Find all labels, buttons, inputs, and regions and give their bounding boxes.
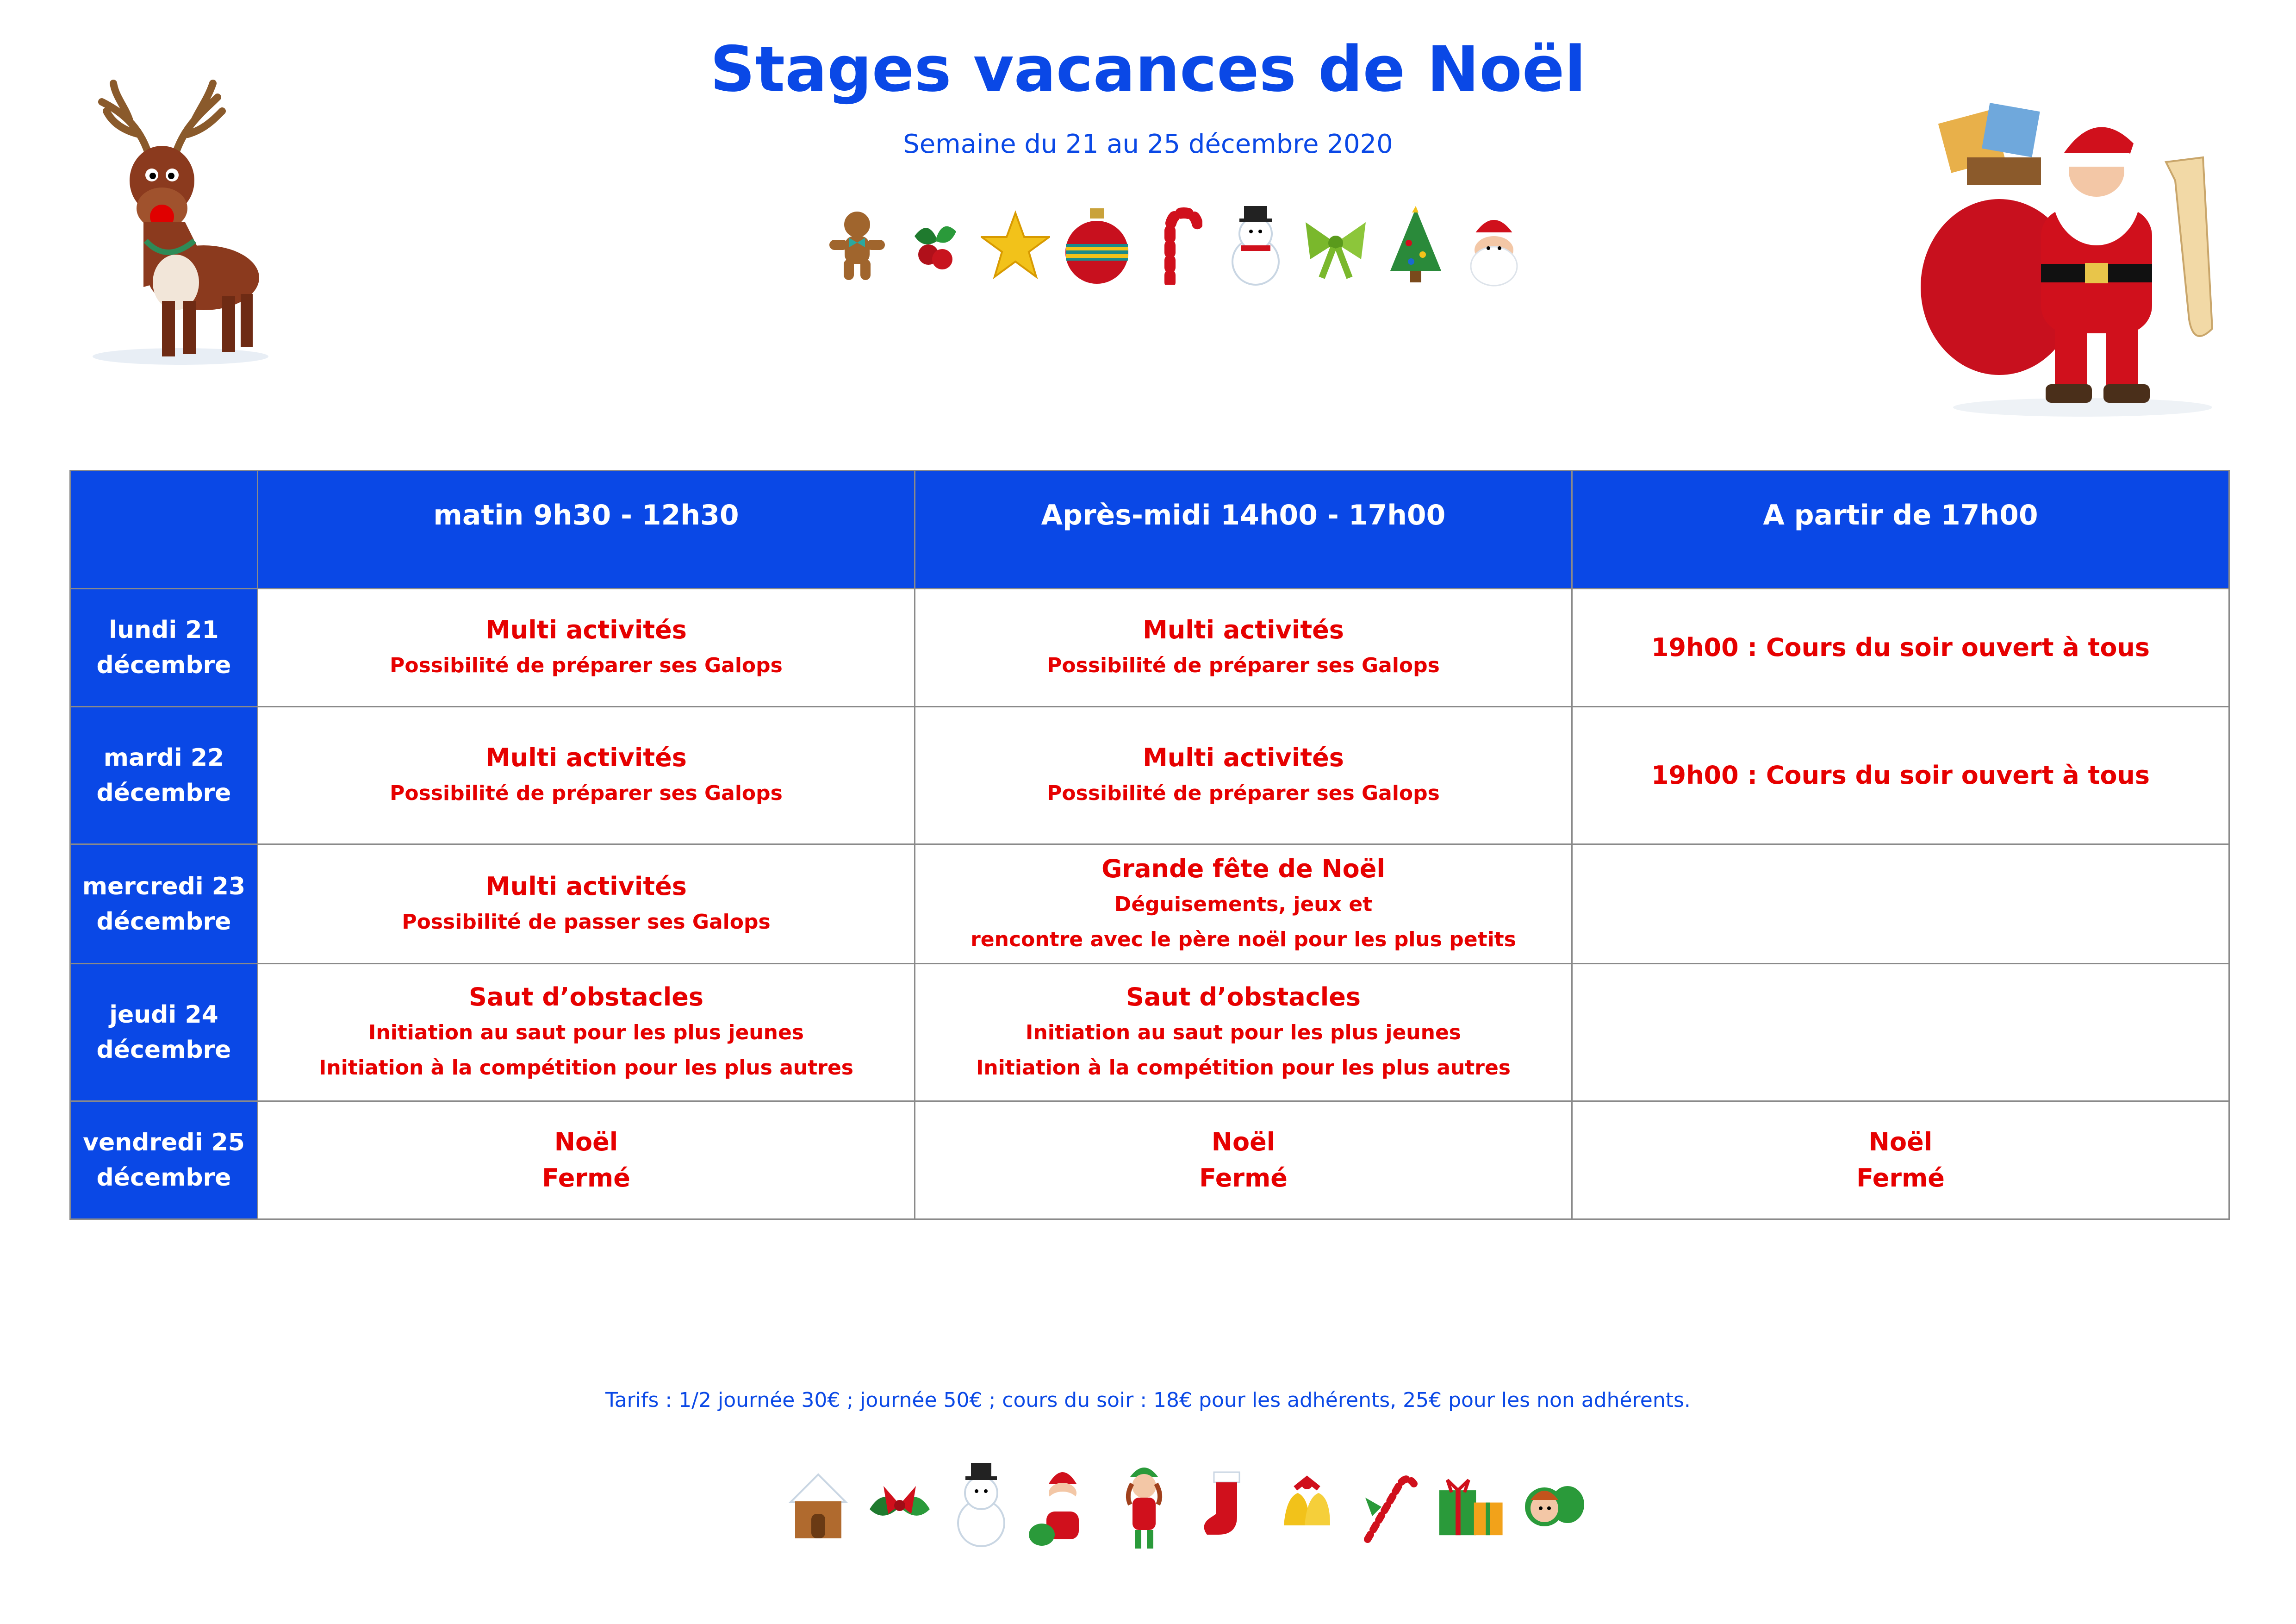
- day-cell: [70, 589, 258, 707]
- activity-title: Multi activités: [1143, 615, 1344, 644]
- day-label: mercredi 23: [82, 872, 246, 900]
- bells-icon: [1272, 1461, 1342, 1549]
- day-cell: [70, 707, 258, 844]
- afternoon-cell: [915, 964, 1572, 1101]
- elf-face-icon: [1517, 1461, 1586, 1549]
- reindeer-illustration: [69, 69, 278, 370]
- day-label: jeudi 24: [109, 1001, 218, 1029]
- activity-title: Multi activités: [485, 871, 687, 901]
- activity-detail: Possibilité de préparer ses Galops: [390, 654, 783, 677]
- day-label: lundi 21: [109, 616, 219, 644]
- month-label: décembre: [96, 1164, 231, 1192]
- page-title: Stages vacances de Noël: [710, 33, 1586, 106]
- activity-title: Multi activités: [1143, 743, 1344, 772]
- table-row: [70, 964, 2229, 1101]
- morning-cell: [258, 964, 915, 1101]
- activity-detail: Possibilité de préparer ses Galops: [1047, 654, 1440, 677]
- day-label: mardi 22: [103, 744, 224, 772]
- activity-detail: Possibilité de passer ses Galops: [402, 910, 771, 934]
- afternoon-cell: [915, 707, 1572, 844]
- header-afternoon: Après-midi 14h00 - 17h00: [915, 471, 1572, 589]
- green-bow-icon: [1301, 201, 1370, 289]
- activity-detail: Déguisements, jeux et: [1114, 892, 1373, 916]
- table-header-row: [70, 471, 2229, 589]
- evening-cell: [1572, 707, 2229, 844]
- page-subtitle: Semaine du 21 au 25 décembre 2020: [903, 129, 1393, 159]
- evening-cell: [1572, 964, 2229, 1101]
- candy-cane-icon: [1144, 201, 1210, 289]
- morning-cell: [258, 589, 915, 707]
- day-cell: [70, 1101, 258, 1219]
- gift-boxes-icon: [1435, 1461, 1505, 1549]
- activity-detail: Initiation au saut pour les plus jeunes: [368, 1021, 804, 1044]
- header-corner: [70, 471, 258, 589]
- morning-cell: [258, 707, 915, 844]
- santa-face-icon: [1461, 201, 1527, 289]
- day-label: vendredi 25: [83, 1129, 245, 1156]
- evening-cell: [1572, 844, 2229, 964]
- activity-detail: Possibilité de préparer ses Galops: [390, 781, 783, 805]
- month-label: décembre: [96, 779, 231, 807]
- gingerbread-house-icon: [784, 1461, 853, 1549]
- afternoon-cell: [915, 1101, 1572, 1219]
- month-label: décembre: [96, 907, 231, 936]
- activity-title: Noël: [1211, 1127, 1276, 1156]
- christmas-stocking-icon: [1191, 1461, 1260, 1549]
- afternoon-cell: [915, 589, 1572, 707]
- activity-title: Noël: [1868, 1127, 1933, 1156]
- evening-cell: [1572, 589, 2229, 707]
- activity-title: 19h00 : Cours du soir ouvert à tous: [1651, 761, 2150, 790]
- morning-cell: [258, 844, 915, 964]
- pricing-footer: Tarifs : 1/2 journée 30€ ; journée 50€ ; cours du soir : 18€ pour les adhérents, 25€ pour les non adhérents.: [605, 1388, 1691, 1412]
- santa-claus-illustration: [1916, 88, 2240, 421]
- holly-icon: [902, 201, 969, 289]
- table-row: [70, 844, 2229, 964]
- activity-detail: rencontre avec le père noël pour les plus petits: [971, 927, 1516, 951]
- holly-bow-icon: [865, 1461, 934, 1549]
- activity-title: 19h00 : Cours du soir ouvert à tous: [1651, 633, 2150, 662]
- snowman-hat-icon: [946, 1461, 1016, 1549]
- activity-detail: Fermé: [1199, 1163, 1288, 1193]
- activity-detail: Initiation à la compétition pour les plus autres: [319, 1056, 853, 1080]
- activity-detail: Possibilité de préparer ses Galops: [1047, 781, 1440, 805]
- top-icon-row: [824, 185, 1527, 306]
- santa-with-sack-icon: [1028, 1461, 1097, 1549]
- bauble-icon: [1062, 201, 1132, 289]
- candy-cane-bow-icon: [1354, 1461, 1423, 1549]
- table-row: [70, 707, 2229, 844]
- activity-title: Saut d’obstacles: [1126, 982, 1361, 1012]
- activity-detail: Fermé: [542, 1163, 630, 1193]
- header-morning: matin 9h30 - 12h30: [258, 471, 915, 589]
- afternoon-cell: [915, 844, 1572, 964]
- star-icon: [981, 201, 1050, 289]
- elf-girl-icon: [1109, 1461, 1179, 1549]
- activity-detail: Initiation au saut pour les plus jeunes: [1026, 1021, 1461, 1044]
- bottom-icon-row: [778, 1444, 1592, 1565]
- day-cell: [70, 844, 258, 964]
- activity-detail: Fermé: [1856, 1163, 1945, 1193]
- schedule-table: [69, 470, 2230, 1220]
- table-row: [70, 589, 2229, 707]
- activity-title: Multi activités: [485, 743, 687, 772]
- header-evening: A partir de 17h00: [1572, 471, 2229, 589]
- morning-cell: [258, 1101, 915, 1219]
- activity-title: Grande fête de Noël: [1101, 854, 1385, 883]
- activity-detail: Initiation à la compétition pour les plus autres: [976, 1056, 1511, 1080]
- snowman-icon: [1222, 201, 1289, 289]
- month-label: décembre: [96, 651, 231, 679]
- activity-title: Multi activités: [485, 615, 687, 644]
- month-label: décembre: [96, 1036, 231, 1064]
- christmas-tree-icon: [1382, 201, 1449, 289]
- day-cell: [70, 964, 258, 1101]
- activity-title: Noël: [554, 1127, 618, 1156]
- table-row: [70, 1101, 2229, 1219]
- evening-cell: [1572, 1101, 2229, 1219]
- gingerbread-icon: [824, 201, 890, 289]
- activity-title: Saut d’obstacles: [469, 982, 703, 1012]
